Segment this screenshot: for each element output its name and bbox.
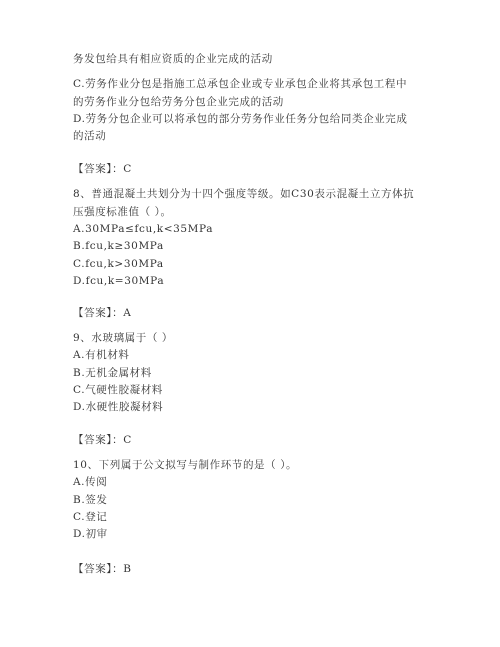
question-9-option-a: A.有机材料 — [73, 349, 130, 361]
question-10-option-d: D.初审 — [73, 528, 108, 540]
question-10-stem: 10、下列属于公文拟写与制作环节的是（ ）。 — [73, 459, 298, 471]
option-c-line-1: C.劳务作业分包是指施工总承包企业或专业承包企业将其承包工程中 — [73, 78, 408, 90]
question-8-option-b: B.fcu,k≥30MPa — [73, 240, 164, 252]
option-b-continuation: 务发包给具有相应资质的企业完成的活动 — [73, 53, 273, 65]
option-d-line-2: 的活动 — [73, 130, 107, 142]
option-c-line-2: 的劳务作业分包给劳务分包企业完成的活动 — [73, 96, 284, 108]
answer-8: 【答案】：A — [73, 307, 132, 319]
question-9-option-b: B.无机金属材料 — [73, 367, 152, 379]
question-10-option-b: B.签发 — [73, 494, 108, 506]
answer-7: 【答案】：C — [73, 163, 132, 175]
option-d-line-1: D.劳务分包企业可以将承包的部分劳务作业任务分包给同类企业完成 — [73, 113, 408, 125]
question-8-stem-line-2: 压强度标准值（ ）。 — [73, 206, 172, 218]
question-10-option-c: C.登记 — [73, 511, 108, 523]
question-9-option-c: C.气硬性胶凝材料 — [73, 384, 163, 396]
answer-9: 【答案】：C — [73, 434, 132, 446]
question-8-option-a: A.30MPa≤fcu,k<35MPa — [73, 223, 214, 235]
question-8-option-c: C.fcu,k>30MPa — [73, 258, 164, 270]
answer-10: 【答案】：B — [73, 563, 132, 575]
question-10-option-a: A.传阅 — [73, 476, 108, 488]
question-8-stem-line-1: 8、普通混凝土共划分为十四个强度等级。如C30表示混凝土立方体抗 — [73, 188, 415, 200]
question-9-option-d: D.水硬性胶凝材料 — [73, 401, 164, 413]
question-9-stem: 9、水玻璃属于（ ） — [73, 332, 174, 344]
question-8-option-d: D.fcu,k=30MPa — [73, 275, 165, 287]
